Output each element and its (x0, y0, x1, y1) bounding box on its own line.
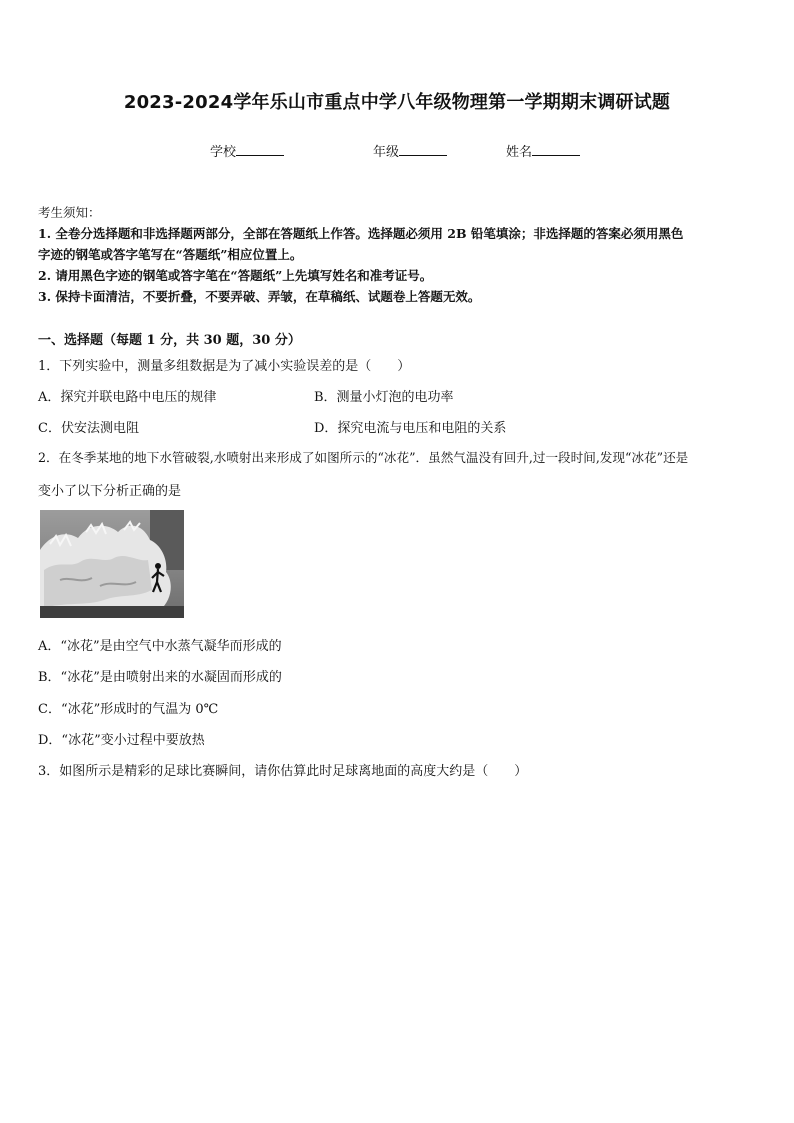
grade-field (373, 141, 447, 160)
question-2-option-b: B．“冰花”是由喷射出来的水凝固而形成的 (38, 670, 282, 685)
question-3-stem: 3．如图所示是精彩的足球比赛瞬间，请你估算此时足球离地面的高度大约是（ ） (38, 764, 528, 779)
section-heading: 一、选择题（每题 1 分，共 30 题，30 分） (38, 333, 301, 348)
notice-item-1-cont: 字迹的钢笔或答字笔写在“答题纸”相应位置上。 (38, 247, 303, 262)
question-1-option-a: A．探究并联电路中电压的规律 (38, 390, 217, 405)
question-2-stem-cont: 变小了以下分析正确的是 (38, 484, 182, 499)
grade-label: 年级 (373, 145, 400, 160)
page-title: 2023-2024学年乐山市重点中学八年级物理第一学期期末调研试题 (123, 92, 671, 113)
name-blank (532, 143, 580, 156)
question-1-option-b: B．测量小灯泡的电功率 (314, 390, 454, 405)
question-1-stem: 1．下列实验中，测量多组数据是为了减小实验误差的是（ ） (38, 359, 411, 374)
question-2-option-c: C．“冰花”形成时的气温为 0℃ (38, 702, 219, 717)
notice-item-2: 2. 请用黑色字迹的钢笔或答字笔在“答题纸”上先填写姓名和准考证号。 (38, 268, 433, 283)
school-label: 学校 (210, 145, 237, 160)
ice-flower-photo (40, 510, 184, 618)
question-1-option-c: C．伏安法测电阻 (38, 421, 139, 436)
school-field (210, 141, 284, 160)
name-label: 姓名 (506, 145, 533, 160)
notice-item-1: 1. 全卷分选择题和非选择题两部分，全部在答题纸上作答。选择题必须用 2B 铅笔填涂；非选择题的答案必须用黑色 (38, 226, 684, 241)
notice-heading: 考生须知： (38, 205, 101, 220)
school-blank (236, 143, 284, 156)
question-2-option-a: A．“冰花”是由空气中水蒸气凝华而形成的 (38, 639, 282, 654)
question-2-option-d: D．“冰花”变小过程中要放热 (38, 733, 205, 748)
ice-flower-image (40, 510, 184, 618)
grade-blank (399, 143, 447, 156)
question-1-option-d: D．探究电流与电压和电阻的关系 (314, 421, 507, 436)
notice-item-3: 3. 保持卡面清洁，不要折叠，不要弄破、弄皱，在草稿纸、试题卷上答题无效。 (38, 289, 481, 304)
question-2-stem: 2．在冬季某地的地下水管破裂,水喷射出来形成了如图所示的“冰花”．虽然气温没有回升,过一段时间,发现“冰花”还是 (38, 450, 689, 465)
name-field (506, 141, 580, 160)
